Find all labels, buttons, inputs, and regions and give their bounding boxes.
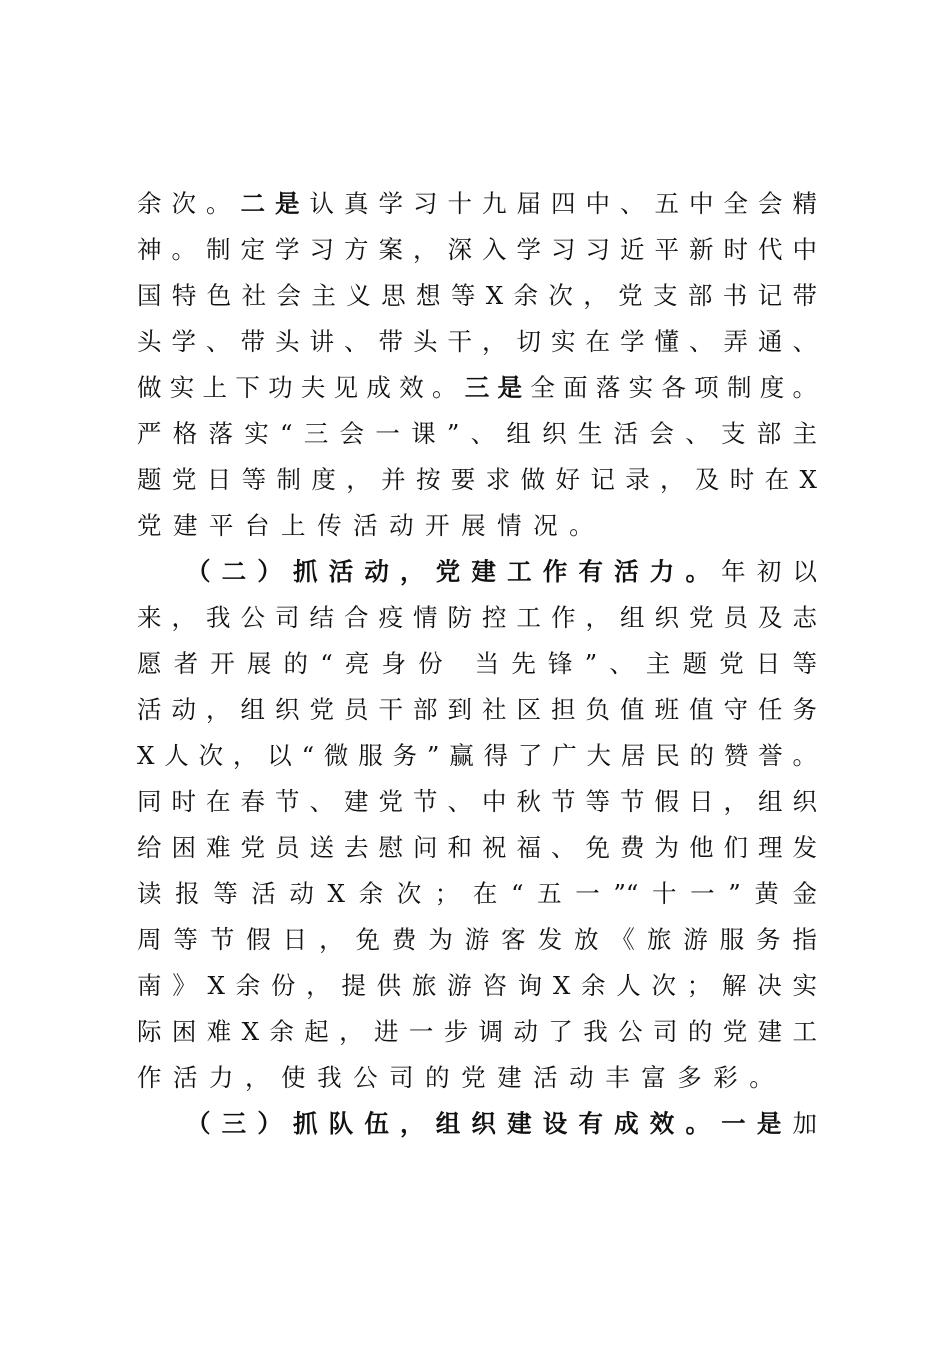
text-line: 作活力，使我公司的党建活动丰富多彩。 xyxy=(137,1063,786,1092)
text-line: 余次。二是认真学习十九届四中、五中全会精 xyxy=(137,189,817,218)
text-line: 题党日等制度，并按要求做好记录，及时在X xyxy=(137,465,817,494)
text-line: 南》X余份，提供旅游咨询X余人次；解决实 xyxy=(137,971,817,1000)
text-line: 愿者开展的“亮身份 当先锋”、主题党日等 xyxy=(137,649,817,678)
text-line: 严格落实“三会一课”、组织生活会、支部主 xyxy=(137,419,817,448)
text-line: 神。制定学习方案，深入学习习近平新时代中 xyxy=(137,235,817,264)
text-line: 国特色社会主义思想等X余次，党支部书记带 xyxy=(137,281,817,310)
section-heading-line: （二）抓活动，党建工作有活力。年初以 xyxy=(186,557,818,586)
text-line: X人次，以“微服务”赢得了广大居民的赞誉。 xyxy=(137,741,817,770)
text-line: 给困难党员送去慰问和祝福、免费为他们理发 xyxy=(137,833,817,862)
text-line: 做实上下功夫见成效。三是全面落实各项制度。 xyxy=(137,373,818,402)
text-line: 际困难X余起，进一步调动了我公司的党建工 xyxy=(137,1017,817,1046)
text-line: 党建平台上传活动开展情况。 xyxy=(137,511,606,540)
text-line: 同时在春节、建党节、中秋节等节假日，组织 xyxy=(137,787,817,816)
text-line: 头学、带头讲、带头干，切实在学懂、弄通、 xyxy=(137,327,817,356)
text-line: 读报等活动X余次；在“五一”“十一”黄金 xyxy=(137,879,817,908)
text-line: 周等节假日，免费为游客发放《旅游服务指 xyxy=(137,925,817,954)
text-line: 来，我公司结合疫情防控工作，组织党员及志 xyxy=(137,603,817,632)
section-heading-line: （三）抓队伍，组织建设有成效。一是加 xyxy=(186,1109,817,1138)
text-line: 活动，组织党员干部到社区担负值班值守任务 xyxy=(137,695,817,724)
